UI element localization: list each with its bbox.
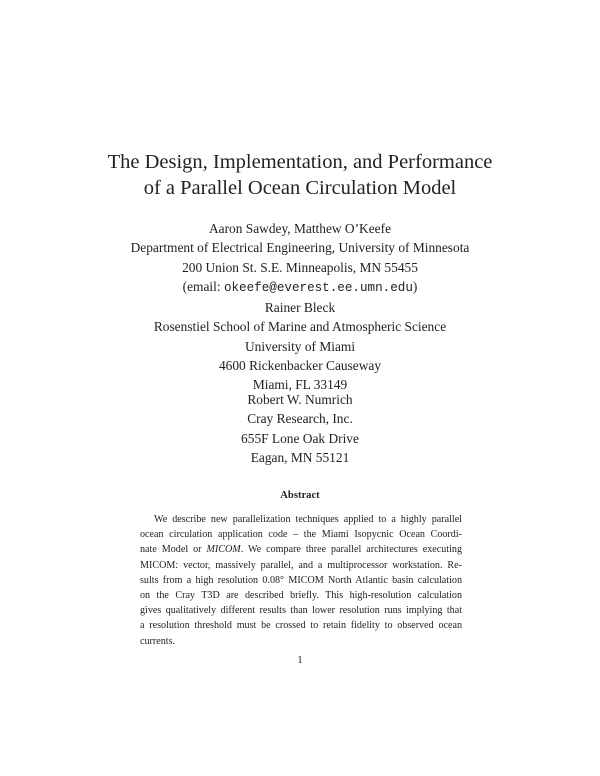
title-line-2: of a Parallel Ocean Circulation Model xyxy=(143,177,457,199)
author-city: Eagan, MN 55121 xyxy=(250,449,350,465)
author-affiliation: Rosenstiel School of Marine and Atmospheric Science xyxy=(153,319,447,335)
abstract-line: currents. xyxy=(140,635,176,647)
author-block-cray xyxy=(60,390,540,467)
author-name: Rainer Bleck xyxy=(264,300,336,315)
author-block-miami xyxy=(60,298,540,394)
abstract-line: a resolution threshold must be crossed to retain fidelity to observed ocean xyxy=(140,620,462,632)
abstract-heading: Abstract xyxy=(280,490,320,501)
author-affiliation: Cray Research, Inc. xyxy=(247,411,353,427)
author-block-minnesota xyxy=(60,219,540,298)
micom-emphasis: MICOM xyxy=(206,544,241,556)
abstract-line: We describe new parallelization techniques applied to a highly parallel xyxy=(154,514,462,525)
abstract-line: on the Cray T3D are described briefly. This high-resolution calculation xyxy=(140,590,462,602)
abstract-line: MICOM: vector, massively parallel, and a multiprocessor workstation. Re- xyxy=(140,559,462,571)
author-email-line xyxy=(60,277,540,298)
email-prefix: (email: xyxy=(182,278,224,294)
author-city: Miami, FL 33149 xyxy=(252,377,348,393)
paper-title xyxy=(60,149,540,201)
abstract-line: sults from a high resolution 0.08° MICOM North Atlantic basin calculation xyxy=(140,574,462,586)
author-address: 4600 Rickenbacker Causeway xyxy=(218,357,382,373)
author-email: okeefe@everest.ee.umn.edu xyxy=(223,280,413,295)
abstract-line: nate Model or MICOM. We compare three parallel architectures executing xyxy=(140,544,462,556)
author-address: 200 Union St. S.E. Minneapolis, MN 55455 xyxy=(182,259,418,275)
author-names: Aaron Sawdey, Matthew O’Keefe xyxy=(208,221,392,236)
abstract-body xyxy=(140,512,462,649)
author-affiliation: Department of Electrical Engineering, University of Minnesota xyxy=(130,240,470,256)
author-institution: University of Miami xyxy=(244,338,356,354)
abstract-line: gives qualitatively different results than lower resolution runs implying that xyxy=(140,605,462,617)
title-line-1: The Design, Implementation, and Performance xyxy=(107,151,493,173)
abstract-line: ocean circulation application code – the Miami Isopycnic Ocean Coordi- xyxy=(140,529,462,541)
page-number: 1 xyxy=(297,654,303,666)
email-suffix: ) xyxy=(412,278,418,294)
author-name: Robert W. Numrich xyxy=(247,392,353,407)
author-address: 655F Lone Oak Drive xyxy=(241,430,359,446)
